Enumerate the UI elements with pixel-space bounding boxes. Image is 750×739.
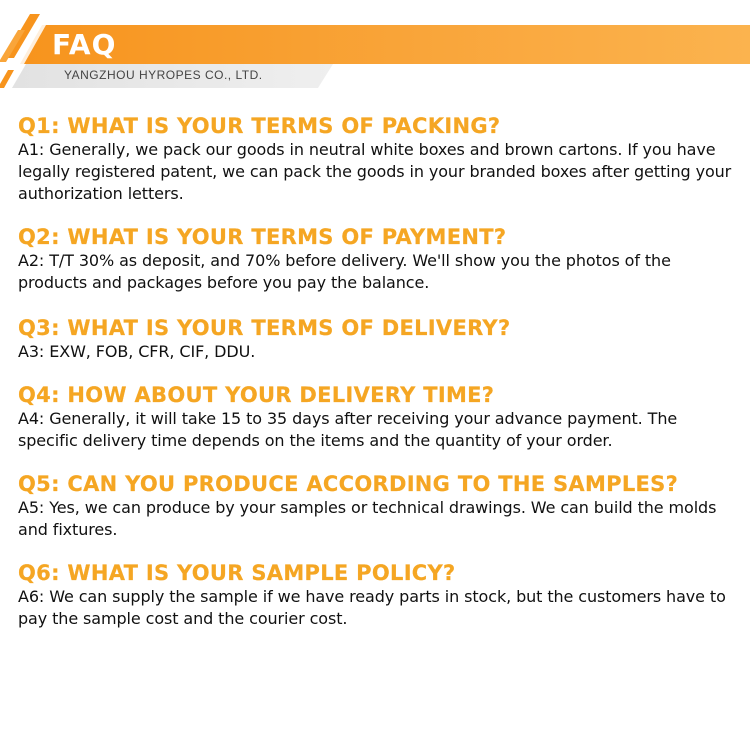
faq-answer: A5: Yes, we can produce by your samples or technical drawings. We can build the molds and fixtures.	[18, 498, 717, 539]
faq-item-q4	[18, 382, 734, 452]
faq-title: FAQ	[52, 28, 117, 61]
faq-item-q3	[18, 315, 734, 363]
faq-item-q2	[18, 224, 734, 294]
faq-question: Q4: HOW ABOUT YOUR DELIVERY TIME?	[18, 383, 495, 407]
faq-answer: A3: EXW, FOB, CFR, CIF, DDU.	[18, 342, 256, 361]
faq-answer: A4: Generally, it will take 15 to 35 days after receiving your advance payment. The specific delivery time depends on the items and the quantity of your order.	[18, 409, 678, 450]
faq-answer: A1: Generally, we pack our goods in neutral white boxes and brown cartons. If you have legally registered patent, we can pack the goods in your branded boxes after getting your authorization letters.	[18, 140, 732, 203]
faq-item-q1	[18, 113, 734, 205]
faq-question: Q6: WHAT IS YOUR SAMPLE POLICY?	[18, 561, 456, 585]
faq-answer: A6: We can supply the sample if we have ready parts in stock, but the customers have to pay the sample cost and the courier cost.	[18, 587, 726, 628]
faq-question: Q2: WHAT IS YOUR TERMS OF PAYMENT?	[18, 225, 507, 249]
faq-question: Q5: CAN YOU PRODUCE ACCORDING TO THE SAMPLES?	[18, 472, 679, 496]
faq-item-q6	[18, 560, 734, 630]
faq-list	[18, 113, 734, 649]
faq-question: Q1: WHAT IS YOUR TERMS OF PACKING?	[18, 114, 501, 138]
company-name: YANGZHOU HYROPES CO., LTD.	[64, 68, 263, 82]
faq-answer: A2: T/T 30% as deposit, and 70% before delivery. We'll show you the photos of the products and packages before you pay the balance.	[18, 251, 671, 292]
faq-banner	[0, 0, 750, 100]
faq-question: Q3: WHAT IS YOUR TERMS OF DELIVERY?	[18, 316, 511, 340]
faq-item-q5	[18, 471, 734, 541]
